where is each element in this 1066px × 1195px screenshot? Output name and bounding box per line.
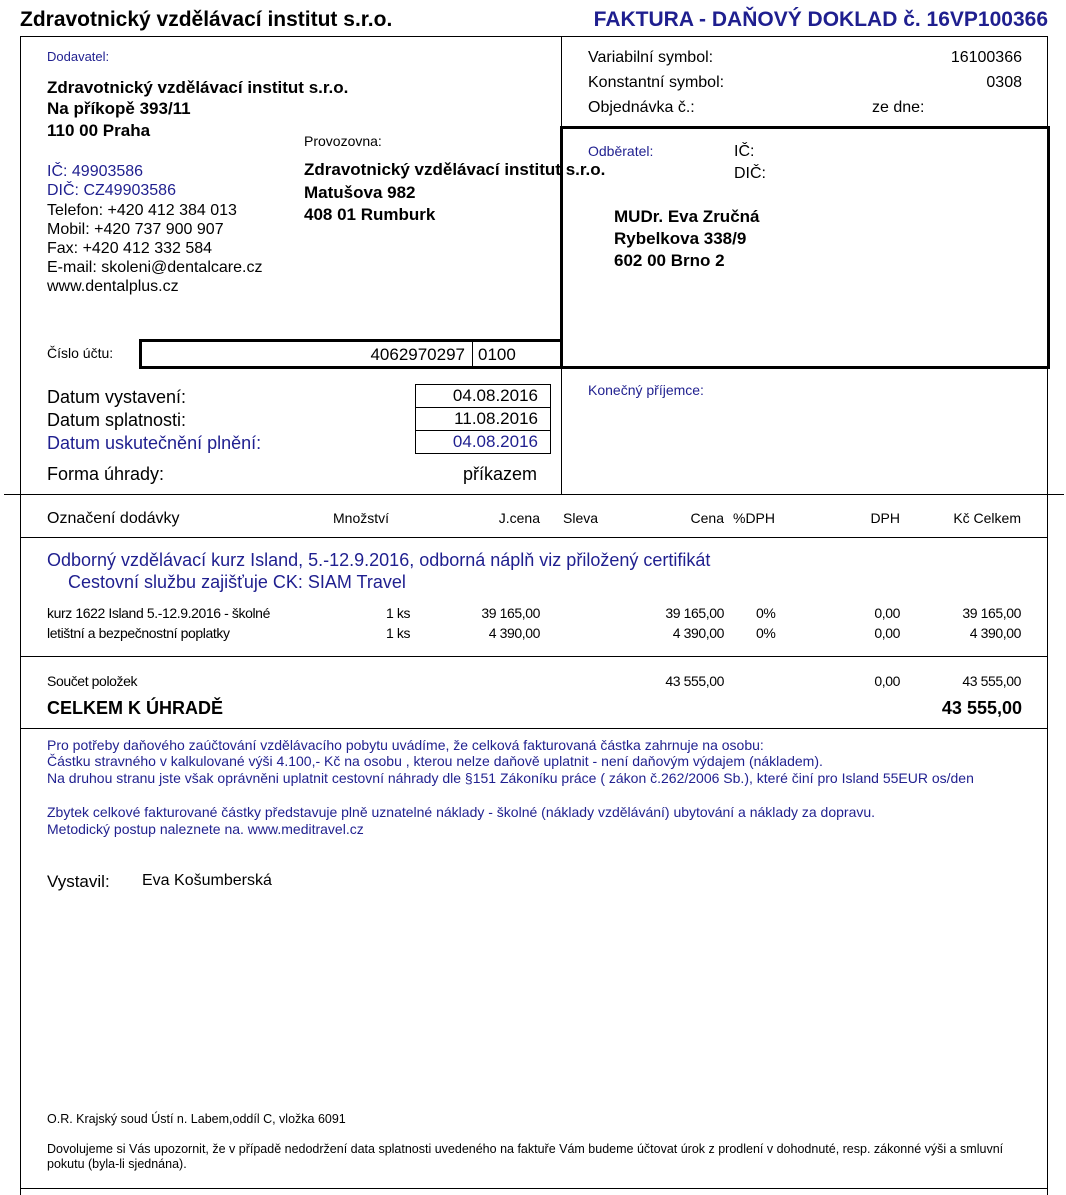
- col-header-price: Cena: [690, 510, 724, 526]
- row-vat: 0,00: [874, 605, 900, 621]
- issue-date-label: Datum vystavení:: [47, 387, 187, 407]
- row-quantity: 1 ks: [386, 625, 411, 641]
- customer-dic-label: DIČ:: [734, 165, 766, 182]
- subtotal-vat: 0,00: [874, 673, 900, 689]
- variable-symbol-label: Variabilní symbol:: [588, 49, 714, 66]
- grand-total-value: 43 555,00: [941, 698, 1022, 718]
- note-line: Zbytek celkové fakturované částky představuje plně uznatelné náklady - školné (náklady vzdělávání) ubytování a náklady za dopravu.: [47, 804, 876, 820]
- row-price: 4 390,00: [672, 625, 724, 641]
- supplier-name: Zdravotnický vzdělávací institut s.r.o.: [47, 78, 349, 97]
- supplier-fax: Fax: +420 412 332 584: [47, 240, 213, 257]
- col-header-quantity: Množství: [333, 510, 390, 526]
- tax-date-value: 04.08.2016: [415, 430, 551, 454]
- customer-label: Odběratel:: [588, 143, 654, 159]
- account-label: Číslo účtu:: [47, 345, 114, 361]
- col-header-unit-price: J.cena: [498, 510, 540, 526]
- payment-method-label: Forma úhrady:: [47, 464, 165, 484]
- branch-name: Zdravotnický vzdělávací institut s.r.o.: [304, 160, 606, 179]
- note-line: Metodický postup naleznete na. www.meditravel.cz: [47, 821, 364, 837]
- customer-ic-label: IČ:: [734, 143, 755, 160]
- final-recipient-label: Konečný příjemce:: [588, 382, 704, 398]
- constant-symbol-label: Konstantní symbol:: [588, 74, 725, 91]
- order-date-label: ze dne:: [872, 99, 925, 116]
- note-line: Na druhou stranu jste však oprávněni uplatnit cestovní náhrady dle §151 Zákoníku práce ( zákon č.262/2006 Sb.), které činí pro Island 55EUR os/den: [47, 770, 974, 786]
- col-header-vat: DPH: [870, 510, 900, 526]
- frame-left: [20, 36, 21, 1195]
- penalty-notice: Dovolujeme si Vás upozornit, že v případě nedodržení data splatnosti uvedeného na faktuře Vám budeme účtovat úrok z prodlení v dohodnuté, resp. zákonné výši a smluvní pokutu (byla-li sjednána).: [47, 1142, 1004, 1171]
- supplier-mobile: Mobil: +420 737 900 907: [47, 221, 224, 238]
- constant-symbol-value: 0308: [986, 74, 1022, 91]
- row-vat-pct: 0%: [756, 605, 776, 621]
- row-vat-pct: 0%: [756, 625, 776, 641]
- branch-city: 408 01 Rumburk: [304, 205, 436, 224]
- col-header-description: Označení dodávky: [47, 510, 180, 527]
- grand-total-label: CELKEM K ÚHRADĚ: [47, 698, 224, 718]
- branch-label: Provozovna:: [304, 133, 382, 149]
- col-header-discount: Sleva: [563, 510, 599, 526]
- frame-top: [20, 36, 1048, 37]
- customer-name: MUDr. Eva Zručná: [614, 207, 760, 226]
- frame-bottom: [20, 1188, 1048, 1189]
- supplier-city: 110 00 Praha: [47, 121, 151, 140]
- issue-date-value: 04.08.2016: [415, 384, 551, 408]
- table-header-divider: [20, 537, 1048, 538]
- issued-by-label: Vystavil:: [47, 872, 110, 891]
- supplier-ic: IČ: 49903586: [47, 163, 144, 180]
- row-total: 39 165,00: [962, 605, 1021, 621]
- issued-by-name: Eva Košumberská: [142, 872, 272, 889]
- branch-street: Matušova 982: [304, 183, 416, 202]
- company-title: Zdravotnický vzdělávací institut s.r.o.: [20, 8, 393, 31]
- payment-method-value: příkazem: [462, 464, 537, 484]
- subtotal-price: 43 555,00: [665, 673, 724, 689]
- supplier-email: E-mail: skoleni@dentalcare.cz: [47, 259, 263, 276]
- row-unit-price: 39 165,00: [481, 605, 540, 621]
- row-vat: 0,00: [874, 625, 900, 641]
- supplier-label: Dodavatel:: [47, 49, 110, 64]
- supplier-street: Na příkopě 393/11: [47, 99, 191, 118]
- order-label: Objednávka č.:: [588, 99, 695, 116]
- account-separator: [472, 342, 473, 366]
- due-date-label: Datum splatnosti:: [47, 410, 187, 430]
- row-unit-price: 4 390,00: [488, 625, 540, 641]
- supplier-web[interactable]: www.dentalplus.cz: [47, 278, 179, 295]
- account-bank-code: 0100: [478, 345, 516, 364]
- item-group-travel-agency: Cestovní službu zajišťuje CK: SIAM Travel: [68, 572, 406, 592]
- note-line: Částku stravného v kalkulované výši 4.100,- Kč na osobu , kterou nelze daňově uplatnit - není daňovým výdajem (nákladem).: [47, 753, 823, 769]
- row-quantity: 1 ks: [386, 605, 411, 621]
- variable-symbol-value: 16100366: [950, 49, 1022, 66]
- col-header-vat-pct: %DPH: [733, 510, 776, 526]
- subtotal-label: Součet položek: [47, 673, 138, 689]
- row-price: 39 165,00: [665, 605, 724, 621]
- customer-city: 602 00 Brno 2: [614, 251, 725, 270]
- account-number: 4062970297: [370, 345, 465, 364]
- note-line: Pro potřeby daňového zaúčtování vzdělávacího pobytu uvádíme, že celková fakturovaná částka zahrnuje na osobu:: [47, 737, 764, 753]
- row-description: kurz 1622 Island 5.-12.9.2016 - školné: [47, 605, 270, 621]
- court-registration: O.R. Krajský soud Ústí n. Labem,oddíl C, vložka 6091: [47, 1112, 346, 1126]
- tax-date-label: Datum uskutečnění plnění:: [47, 433, 262, 453]
- branch-name-clip: [304, 160, 606, 180]
- col-header-total: Kč Celkem: [953, 510, 1021, 526]
- summary-divider: [20, 728, 1048, 729]
- supplier-dic: DIČ: CZ49903586: [47, 182, 176, 199]
- section-divider-header: [4, 494, 1064, 495]
- subtotal-total: 43 555,00: [962, 673, 1021, 689]
- supplier-phone: Telefon: +420 412 384 013: [47, 202, 237, 219]
- document-title: FAKTURA - DAŇOVÝ DOKLAD č. 16VP100366: [593, 8, 1048, 31]
- item-group-description: Odborný vzdělávací kurz Island, 5.-12.9.2016, odborná náplň viz přiložený certifikát: [47, 550, 711, 570]
- items-divider: [20, 656, 1048, 657]
- row-total: 4 390,00: [969, 625, 1021, 641]
- due-date-value: 11.08.2016: [415, 407, 551, 431]
- customer-street: Rybelkova 338/9: [614, 229, 747, 248]
- row-description: letištní a bezpečnostní poplatky: [47, 625, 230, 641]
